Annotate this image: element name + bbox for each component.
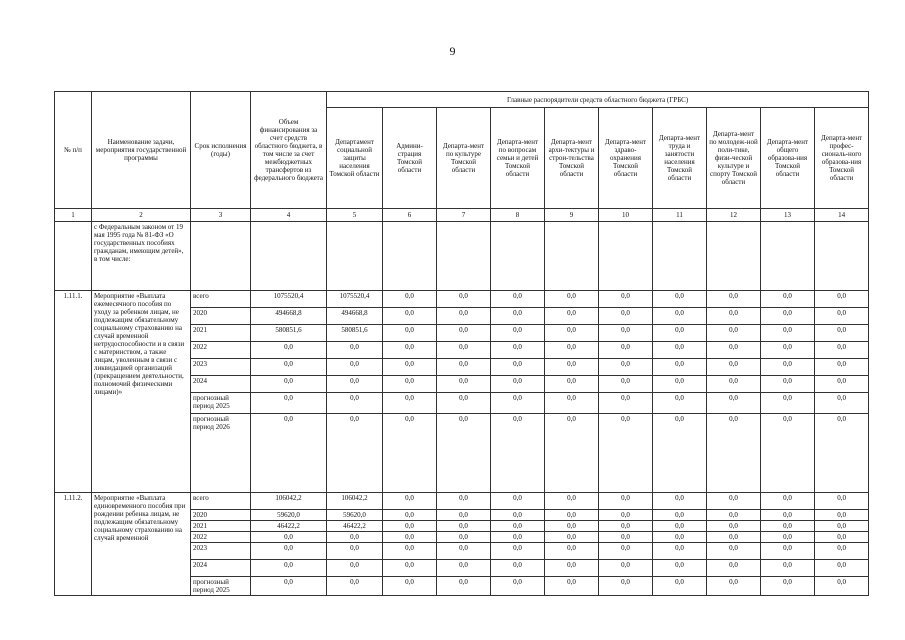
period-cell: 2021 (191, 521, 251, 532)
value-cell: 0,0 (437, 393, 491, 414)
value-cell: 0,0 (383, 291, 437, 308)
value-cell: 0,0 (653, 493, 707, 510)
value-cell: 0,0 (653, 376, 707, 393)
value-cell: 580851,6 (327, 325, 383, 342)
value-cell: 0,0 (761, 291, 815, 308)
header-department: Департа-мент здраво-охранения Томской области (599, 108, 653, 209)
value-cell: 0,0 (815, 308, 869, 325)
value-cell: 0,0 (599, 543, 653, 560)
value-cell: 0,0 (815, 291, 869, 308)
cell-empty (707, 222, 761, 291)
value-cell: 0,0 (707, 393, 761, 414)
value-cell: 0,0 (437, 577, 491, 596)
value-cell: 0,0 (491, 532, 545, 543)
cell-empty (653, 222, 707, 291)
value-cell: 0,0 (815, 577, 869, 596)
value-cell: 0,0 (437, 493, 491, 510)
period-cell: прогнозный период 2025 (191, 577, 251, 596)
value-cell: 0,0 (327, 393, 383, 414)
value-cell: 0,0 (545, 342, 599, 359)
value-cell: 0,0 (545, 325, 599, 342)
value-cell: 0,0 (815, 342, 869, 359)
header-department: Департа-мент труда и занятости населения Томской области (653, 108, 707, 209)
period-cell: прогнозный период 2025 (191, 393, 251, 414)
value-cell: 0,0 (707, 376, 761, 393)
value-cell: 0,0 (599, 532, 653, 543)
value-cell: 0,0 (545, 560, 599, 577)
value-cell: 0,0 (437, 308, 491, 325)
column-number: 1 (55, 209, 92, 222)
column-number: 2 (92, 209, 191, 222)
period-cell: всего (191, 291, 251, 308)
value-cell: 0,0 (815, 376, 869, 393)
column-number: 4 (251, 209, 327, 222)
value-cell: 0,0 (815, 393, 869, 414)
value-cell: 0,0 (815, 359, 869, 376)
item-number: 1.11.2. (55, 493, 92, 596)
value-cell: 0,0 (383, 543, 437, 560)
value-cell: 0,0 (437, 414, 491, 493)
value-cell: 0,0 (383, 493, 437, 510)
total-cell: 494668,8 (251, 308, 327, 325)
value-cell: 0,0 (599, 325, 653, 342)
total-cell: 0,0 (251, 543, 327, 560)
cell-empty (761, 222, 815, 291)
value-cell: 0,0 (653, 414, 707, 493)
value-cell: 0,0 (653, 532, 707, 543)
value-cell: 0,0 (545, 532, 599, 543)
value-cell: 0,0 (327, 342, 383, 359)
value-cell: 0,0 (653, 291, 707, 308)
column-number: 13 (761, 209, 815, 222)
column-numbers-row (55, 209, 869, 222)
total-cell: 59620,0 (251, 510, 327, 521)
value-cell: 0,0 (653, 393, 707, 414)
value-cell: 0,0 (383, 510, 437, 521)
value-cell: 0,0 (653, 521, 707, 532)
value-cell: 0,0 (545, 376, 599, 393)
value-cell: 0,0 (653, 510, 707, 521)
header-department: Департа-мент общего образова-ния Томской области (761, 108, 815, 209)
value-cell: 0,0 (327, 577, 383, 596)
value-cell: 0,0 (599, 342, 653, 359)
value-cell: 0,0 (815, 510, 869, 521)
cell-empty (545, 222, 599, 291)
value-cell: 0,0 (707, 359, 761, 376)
value-cell: 0,0 (491, 493, 545, 510)
value-cell: 0,0 (599, 376, 653, 393)
value-cell: 0,0 (815, 325, 869, 342)
value-cell: 0,0 (491, 359, 545, 376)
header-number: № п/п (55, 92, 92, 209)
column-number: 5 (327, 209, 383, 222)
value-cell: 0,0 (653, 560, 707, 577)
header-department: Админи-страция Томской области (383, 108, 437, 209)
value-cell: 0,0 (815, 532, 869, 543)
value-cell: 0,0 (383, 532, 437, 543)
value-cell: 0,0 (327, 560, 383, 577)
period-cell: 2021 (191, 325, 251, 342)
total-cell: 0,0 (251, 359, 327, 376)
value-cell: 0,0 (707, 577, 761, 596)
value-cell: 0,0 (491, 510, 545, 521)
value-cell: 0,0 (707, 493, 761, 510)
value-cell: 0,0 (545, 521, 599, 532)
value-cell: 0,0 (815, 560, 869, 577)
value-cell: 0,0 (761, 543, 815, 560)
column-number: 8 (491, 209, 545, 222)
column-number: 7 (437, 209, 491, 222)
header-name: Наименование задачи, мероприятия государственной программы (92, 92, 191, 209)
period-cell: 2022 (191, 342, 251, 359)
column-number: 10 (599, 209, 653, 222)
value-cell: 0,0 (383, 577, 437, 596)
value-cell: 0,0 (383, 359, 437, 376)
cell-empty (815, 222, 869, 291)
value-cell: 0,0 (707, 342, 761, 359)
value-cell: 0,0 (437, 342, 491, 359)
value-cell: 59620,0 (327, 510, 383, 521)
value-cell: 0,0 (653, 342, 707, 359)
period-cell: 2020 (191, 510, 251, 521)
value-cell: 0,0 (327, 543, 383, 560)
value-cell: 0,0 (599, 414, 653, 493)
value-cell: 0,0 (545, 493, 599, 510)
value-cell: 0,0 (761, 560, 815, 577)
value-cell: 0,0 (491, 325, 545, 342)
value-cell: 0,0 (707, 521, 761, 532)
value-cell: 0,0 (653, 308, 707, 325)
value-cell: 0,0 (815, 414, 869, 493)
total-cell: 0,0 (251, 342, 327, 359)
cell-empty (599, 222, 653, 291)
period-cell: 2023 (191, 359, 251, 376)
value-cell: 0,0 (491, 393, 545, 414)
value-cell: 0,0 (599, 560, 653, 577)
cell-empty (191, 222, 251, 291)
value-cell: 0,0 (545, 308, 599, 325)
value-cell: 0,0 (761, 342, 815, 359)
cell-empty (327, 222, 383, 291)
period-cell: 2020 (191, 308, 251, 325)
value-cell: 0,0 (761, 376, 815, 393)
value-cell: 0,0 (761, 393, 815, 414)
value-cell: 0,0 (599, 393, 653, 414)
value-cell: 494668,8 (327, 308, 383, 325)
value-cell: 0,0 (653, 543, 707, 560)
value-cell: 0,0 (491, 543, 545, 560)
value-cell: 0,0 (437, 376, 491, 393)
header-grbs: Главные распорядители средств областного бюджета (ГРБС) (327, 92, 869, 108)
value-cell: 0,0 (491, 414, 545, 493)
value-cell: 0,0 (437, 560, 491, 577)
value-cell: 0,0 (761, 532, 815, 543)
cell-empty (491, 222, 545, 291)
value-cell: 0,0 (761, 308, 815, 325)
header-term: Срок исполнения (годы) (191, 92, 251, 209)
value-cell: 0,0 (599, 521, 653, 532)
item-name: Мероприятие «Выплата единовременного пособия при рождении ребенка лицам, не подлежащим обязательному социальному страхованию на случай временной (92, 493, 191, 596)
value-cell: 0,0 (491, 291, 545, 308)
header-department: Департа-мент по вопросам семьи и детей Томской области (491, 108, 545, 209)
value-cell: 0,0 (761, 521, 815, 532)
header-department: Департамент социальной защиты населения Томской области (327, 108, 383, 209)
period-cell: 2024 (191, 560, 251, 577)
header-department: Департа-мент профес-сиональ-ного образова-ния Томской области (815, 108, 869, 209)
value-cell: 0,0 (491, 560, 545, 577)
value-cell: 0,0 (653, 325, 707, 342)
period-cell: прогнозный период 2026 (191, 414, 251, 493)
value-cell: 0,0 (707, 308, 761, 325)
total-cell: 0,0 (251, 577, 327, 596)
value-cell: 0,0 (545, 577, 599, 596)
item-name: Мероприятие «Выплата ежемесячного пособия по уходу за ребенком лицам, не подлежащим обязательному социальному страхованию на случай временной нетрудоспособности и в связи с материнством, а также лицам, уволенным в связи с ликвидацией организаций (прекращением деятельности, полномочий физическими лицами)» (92, 291, 191, 493)
cell-empty (437, 222, 491, 291)
total-cell: 0,0 (251, 393, 327, 414)
value-cell: 0,0 (383, 393, 437, 414)
value-cell: 0,0 (545, 393, 599, 414)
value-cell: 0,0 (707, 543, 761, 560)
table-row (55, 493, 869, 510)
value-cell: 0,0 (437, 325, 491, 342)
value-cell: 0,0 (327, 359, 383, 376)
total-cell: 0,0 (251, 376, 327, 393)
value-cell: 0,0 (383, 325, 437, 342)
value-cell: 0,0 (545, 510, 599, 521)
value-cell: 0,0 (761, 414, 815, 493)
value-cell: 0,0 (383, 560, 437, 577)
value-cell: 46422,2 (327, 521, 383, 532)
value-cell: 0,0 (761, 577, 815, 596)
table-row (55, 222, 869, 291)
value-cell: 106042,2 (327, 493, 383, 510)
value-cell: 1075520,4 (327, 291, 383, 308)
value-cell: 0,0 (761, 510, 815, 521)
value-cell: 0,0 (707, 532, 761, 543)
value-cell: 0,0 (491, 308, 545, 325)
column-number: 11 (653, 209, 707, 222)
header-department: Департа-мент по культуре Томской области (437, 108, 491, 209)
intro-text: с Федеральным законом от 19 мая 1995 года № 81-ФЗ «О государственных пособиях гражданам, имеющим детей», в том числе: (92, 222, 191, 291)
value-cell: 0,0 (707, 510, 761, 521)
value-cell: 0,0 (761, 325, 815, 342)
column-number: 6 (383, 209, 437, 222)
value-cell: 0,0 (707, 291, 761, 308)
value-cell: 0,0 (437, 291, 491, 308)
value-cell: 0,0 (437, 543, 491, 560)
column-number: 9 (545, 209, 599, 222)
value-cell: 0,0 (383, 414, 437, 493)
value-cell: 0,0 (491, 376, 545, 393)
value-cell: 0,0 (383, 376, 437, 393)
value-cell: 0,0 (437, 359, 491, 376)
value-cell: 0,0 (545, 543, 599, 560)
page-number: 9 (449, 44, 456, 58)
header-department: Департа-мент архи-тектуры и строи-тельства Томской области (545, 108, 599, 209)
value-cell: 0,0 (599, 308, 653, 325)
total-cell: 0,0 (251, 560, 327, 577)
table-row (55, 291, 869, 308)
value-cell: 0,0 (383, 521, 437, 532)
period-cell: 2023 (191, 543, 251, 560)
item-number: 1.11.1. (55, 291, 92, 493)
total-cell: 0,0 (251, 414, 327, 493)
value-cell: 0,0 (761, 493, 815, 510)
cell-empty (55, 222, 92, 291)
value-cell: 0,0 (599, 510, 653, 521)
value-cell: 0,0 (653, 577, 707, 596)
value-cell: 0,0 (327, 414, 383, 493)
total-cell: 580851,6 (251, 325, 327, 342)
column-number: 12 (707, 209, 761, 222)
value-cell: 0,0 (761, 359, 815, 376)
total-cell: 106042,2 (251, 493, 327, 510)
value-cell: 0,0 (327, 376, 383, 393)
value-cell: 0,0 (383, 342, 437, 359)
period-cell: 2022 (191, 532, 251, 543)
value-cell: 0,0 (815, 543, 869, 560)
budget-table (54, 91, 869, 596)
value-cell: 0,0 (383, 308, 437, 325)
value-cell: 0,0 (437, 521, 491, 532)
value-cell: 0,0 (707, 325, 761, 342)
value-cell: 0,0 (545, 291, 599, 308)
column-number: 3 (191, 209, 251, 222)
value-cell: 0,0 (437, 510, 491, 521)
value-cell: 0,0 (653, 359, 707, 376)
value-cell: 0,0 (599, 291, 653, 308)
value-cell: 0,0 (491, 577, 545, 596)
cell-empty (251, 222, 327, 291)
value-cell: 0,0 (545, 414, 599, 493)
value-cell: 0,0 (815, 493, 869, 510)
value-cell: 0,0 (599, 493, 653, 510)
value-cell: 0,0 (545, 359, 599, 376)
value-cell: 0,0 (437, 532, 491, 543)
value-cell: 0,0 (599, 359, 653, 376)
value-cell: 0,0 (491, 521, 545, 532)
total-cell: 0,0 (251, 532, 327, 543)
value-cell: 0,0 (599, 577, 653, 596)
value-cell: 0,0 (491, 342, 545, 359)
header-funding: Объем финансирования за счет средств областного бюджета, в том числе за счет межбюджетных трансфертов из федерального бюджета (251, 92, 327, 209)
total-cell: 1075520,4 (251, 291, 327, 308)
header-department: Департа-мент по молодеж-ной поли-тике, физи-ческой культуре и спорту Томской области (707, 108, 761, 209)
value-cell: 0,0 (815, 521, 869, 532)
value-cell: 0,0 (707, 560, 761, 577)
period-cell: 2024 (191, 376, 251, 393)
value-cell: 0,0 (707, 414, 761, 493)
value-cell: 0,0 (327, 532, 383, 543)
cell-empty (383, 222, 437, 291)
column-number: 14 (815, 209, 869, 222)
period-cell: всего (191, 493, 251, 510)
total-cell: 46422,2 (251, 521, 327, 532)
